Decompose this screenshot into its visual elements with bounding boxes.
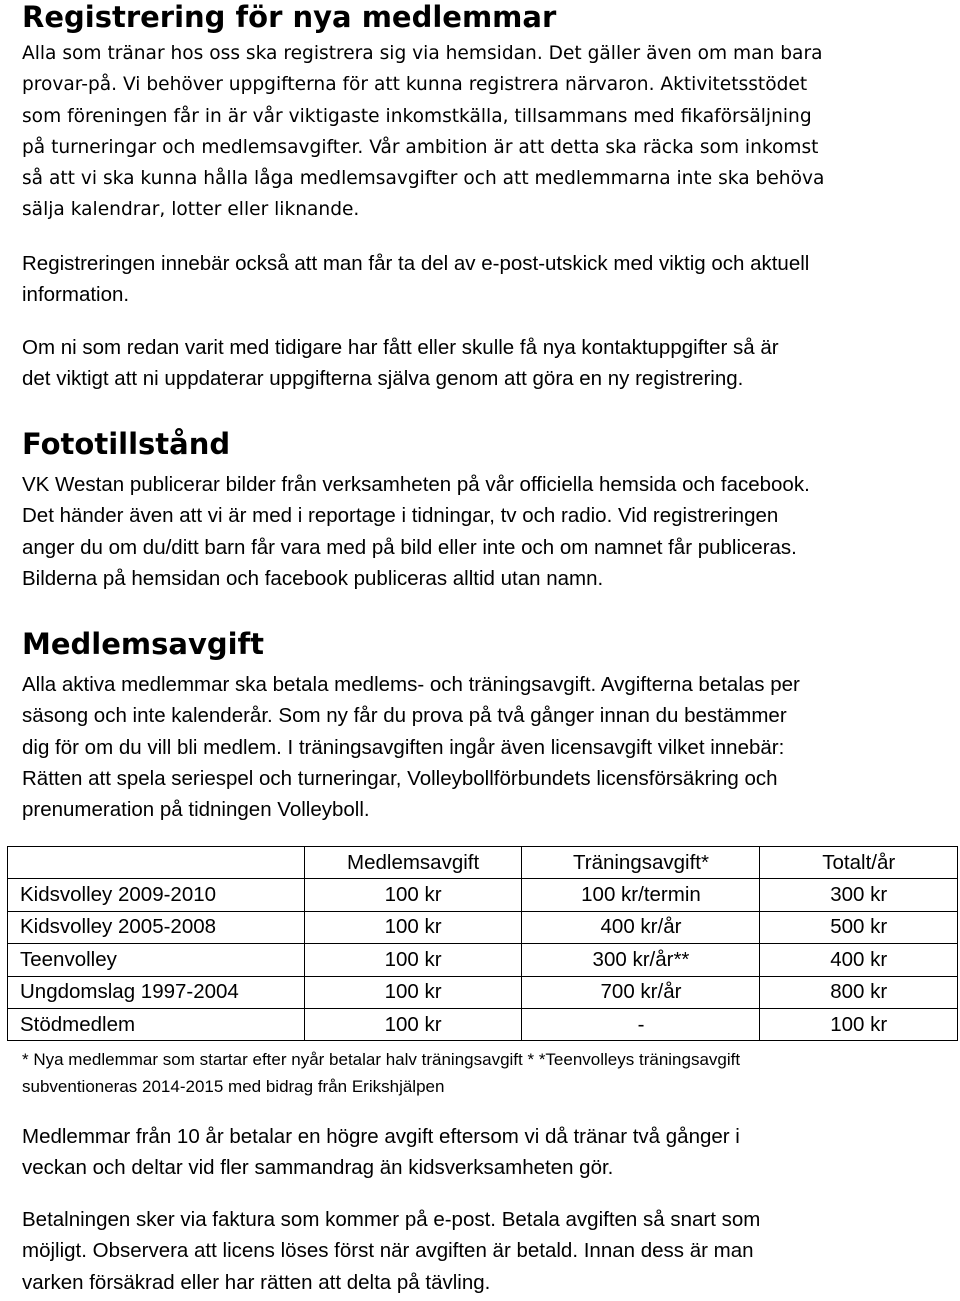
table-cell-group: Teenvolley [8, 944, 305, 976]
email-paragraph [22, 248, 952, 311]
footnote-line: * Nya medlemmar som startar efter nyår betalar halv träningsavgift * *Teenvolleys träningsavgift [22, 1050, 741, 1069]
photo-permission-paragraph [22, 469, 952, 594]
table-cell-membership: 100 kr [304, 944, 522, 976]
text-line: provar-på. Vi behöver uppgifterna för att kunna registrera närvaron. Aktivitetsstödet [22, 74, 808, 96]
table-cell-membership: 100 kr [304, 976, 522, 1008]
text-line: information. [22, 283, 130, 307]
text-line: dig för om du vill bli medlem. I träningsavgiften ingår även licensavgift vilket innebär: [22, 735, 785, 759]
table-cell-membership: 100 kr [304, 879, 522, 911]
table-cell-membership: 100 kr [304, 911, 522, 943]
membership-fee-paragraph [22, 669, 952, 825]
table-cell-group: Kidsvolley 2009-2010 [8, 879, 305, 911]
text-line: prenumeration på tidningen Volleyboll. [22, 798, 370, 822]
text-line: Om ni som redan varit med tidigare har fått eller skulle få nya kontaktuppgifter så är [22, 336, 779, 359]
table-header-cell: Medlemsavgift [304, 847, 522, 879]
table-footnote [22, 1047, 952, 1100]
table-header-row [8, 847, 958, 879]
table-cell-training: 400 kr/år [522, 911, 760, 943]
registration-heading: Registrering för nya medlemmar [22, 0, 557, 34]
fee-table [7, 846, 958, 1041]
higher-fee-paragraph [22, 1121, 952, 1184]
table-row [8, 1008, 958, 1040]
text-line: så att vi ska kunna hålla låga medlemsavgifter och att medlemmarna inte ska behöva [22, 168, 825, 190]
text-line: veckan och deltar vid fler sammandrag än kidsverksamheten gör. [22, 1156, 614, 1180]
update-contact-paragraph [22, 332, 952, 395]
text-line: det viktigt att ni uppdaterar uppgifterna själva genom att göra en ny registrering. [22, 367, 744, 391]
table-cell-group: Kidsvolley 2005-2008 [8, 911, 305, 943]
text-line: som föreningen får in är vår viktigaste inkomstkälla, tillsammans med fikaförsäljning [22, 105, 812, 127]
table-cell-membership: 100 kr [304, 1008, 522, 1040]
text-line: Betalningen sker via faktura som kommer på e-post. Betala avgiften så snart som [22, 1208, 761, 1231]
table-header-cell: Träningsavgift* [522, 847, 760, 879]
table-cell-group: Ungdomslag 1997-2004 [8, 976, 305, 1008]
payment-paragraph [22, 1204, 952, 1298]
text-line: anger du om du/ditt barn får vara med på bild eller inte och om namnet får publiceras. [22, 535, 797, 559]
table-cell-training: 700 kr/år [522, 976, 760, 1008]
table-cell-training: - [522, 1008, 760, 1040]
text-line: Bilderna på hemsidan och facebook publiceras alltid utan namn. [22, 566, 604, 590]
table-row [8, 911, 958, 943]
table-row [8, 944, 958, 976]
membership-fee-heading: Medlemsavgift [22, 627, 265, 661]
text-line: Alla aktiva medlemmar ska betala medlems- och träningsavgift. Avgifterna betalas per [22, 673, 800, 696]
table-cell-total: 800 kr [760, 976, 958, 1008]
text-line: Rätten att spela seriespel och turneringar, Volleybollförbundets licensförsäkring och [22, 766, 778, 790]
text-line: möjligt. Observera att licens löses först när avgiften är betald. Innan dess är man [22, 1239, 754, 1263]
table-header-cell: Totalt/år [760, 847, 958, 879]
text-line: säsong och inte kalenderår. Som ny får du prova på två gånger innan du bestämmer [22, 704, 787, 728]
table-cell-total: 400 kr [760, 944, 958, 976]
table-cell-training: 100 kr/termin [522, 879, 760, 911]
text-line: Alla som tränar hos oss ska registrera sig via hemsidan. Det gäller även om man bara [22, 43, 823, 64]
text-line: varken försäkrad eller har rätten att delta på tävling. [22, 1270, 491, 1294]
text-line: VK Westan publicerar bilder från verksamheten på vår officiella hemsida och facebook. [22, 473, 810, 496]
text-line: på turneringar och medlemsavgifter. Vår ambition är att detta ska räcka som inkomst [22, 136, 819, 158]
text-line: Medlemmar från 10 år betalar en högre avgift eftersom vi då tränar två gånger i [22, 1125, 740, 1148]
table-row [8, 976, 958, 1008]
footnote-line: subventioneras 2014-2015 med bidrag från Erikshjälpen [22, 1076, 445, 1096]
text-line: Det händer även att vi är med i reportage i tidningar, tv och radio. Vid registreringen [22, 504, 779, 528]
table-cell-total: 100 kr [760, 1008, 958, 1040]
text-line: sälja kalendrar, lotter eller liknande. [22, 199, 360, 221]
table-cell-training: 300 kr/år** [522, 944, 760, 976]
table-cell-total: 500 kr [760, 911, 958, 943]
photo-permission-heading: Fototillstånd [22, 427, 231, 461]
table-cell-group: Stödmedlem [8, 1008, 305, 1040]
registration-paragraph [22, 38, 952, 226]
table-row [8, 879, 958, 911]
text-line: Registreringen innebär också att man får ta del av e-post-utskick med viktig och aktuell [22, 252, 810, 275]
table-header-cell [8, 847, 305, 879]
table-cell-total: 300 kr [760, 879, 958, 911]
